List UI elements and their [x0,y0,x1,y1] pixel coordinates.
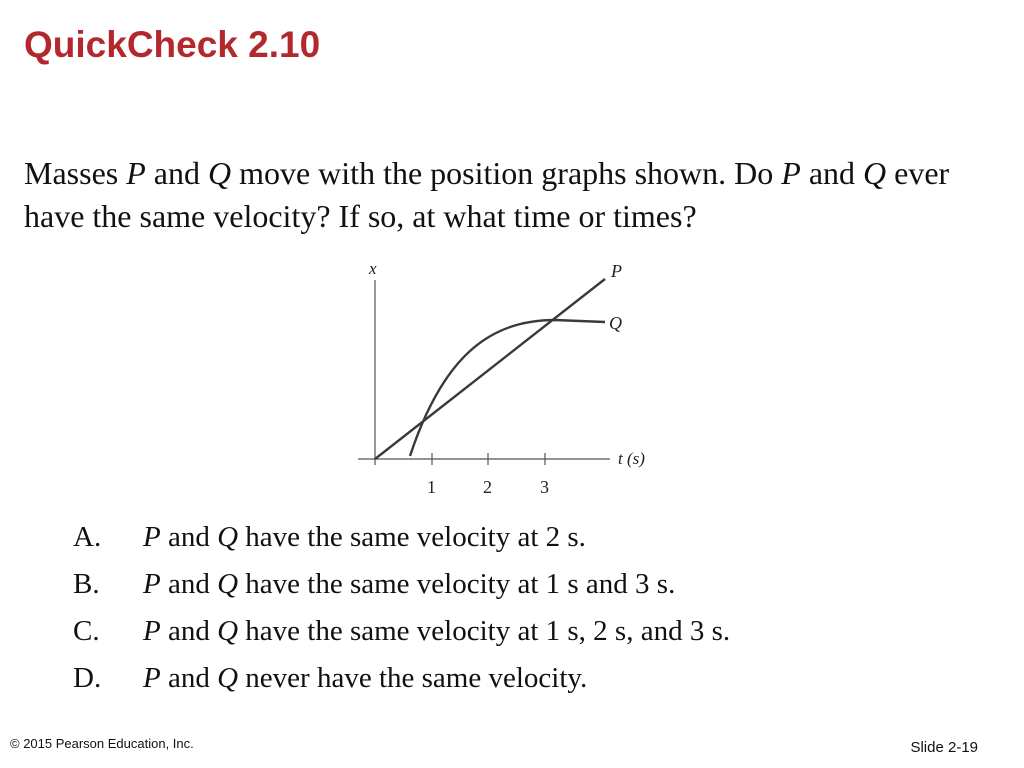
mass-p-label: P [126,155,146,191]
mass-q-label: Q [217,662,239,694]
curve-q [410,320,605,456]
question-text [24,152,999,238]
answer-option-a[interactable] [73,517,730,564]
line-p [375,279,605,459]
option-text [143,658,587,705]
slide-number: Slide 2-19 [910,739,978,756]
position-graph [340,250,670,500]
option-letter: C. [73,615,100,647]
option-text-part: and [160,521,218,553]
question-part: and [800,155,864,191]
option-text [143,564,675,611]
copyright-notice: © 2015 Pearson Education, Inc. [10,736,194,751]
mass-p-label: P [143,521,161,553]
option-text-part: and [160,662,218,694]
option-letter: B. [73,568,100,600]
option-text-part: have the same velocity at 1 s and 3 s. [238,568,676,600]
mass-q-label: Q [217,521,239,553]
option-letter: D. [73,662,102,694]
x-axis-label [618,449,645,468]
y-axis-label: x [369,259,377,278]
line-p-label: P [611,261,622,281]
option-text-part: never have the same velocity. [238,662,588,694]
question-part: Masses [24,155,127,191]
mass-q-label: Q [217,615,239,647]
x-axis-label-text: t (s) [618,449,645,468]
option-letter: A. [73,521,102,553]
slide-title: QuickCheck 2.10 [24,24,321,65]
mass-q-label: Q [207,155,232,191]
option-text-part: and [160,615,218,647]
question-part: move with the position graphs shown. Do [231,155,782,191]
option-text-part: and [160,568,218,600]
answer-option-d[interactable] [73,658,730,705]
question-part: ever have the same velocity? If so, at what time or times? [24,155,950,234]
x-tick-label: 2 [483,477,492,497]
line-q-label: Q [609,313,622,333]
mass-q-label: Q [863,155,887,191]
option-text [143,611,730,658]
answer-option-c[interactable] [73,611,730,658]
question-part: and [145,155,208,191]
option-text-part: have the same velocity at 1 s, 2 s, and 3 s. [238,615,731,647]
mass-p-label: P [143,568,161,600]
mass-p-label: P [143,662,161,694]
mass-p-label: P [143,615,161,647]
answer-options [73,517,730,705]
mass-q-label: Q [217,568,239,600]
mass-p-label: P [781,155,801,191]
option-text-part: have the same velocity at 2 s. [238,521,586,553]
x-tick-label: 3 [540,477,549,497]
answer-option-b[interactable] [73,564,730,611]
x-tick-label: 1 [427,477,436,497]
option-text [143,517,586,564]
